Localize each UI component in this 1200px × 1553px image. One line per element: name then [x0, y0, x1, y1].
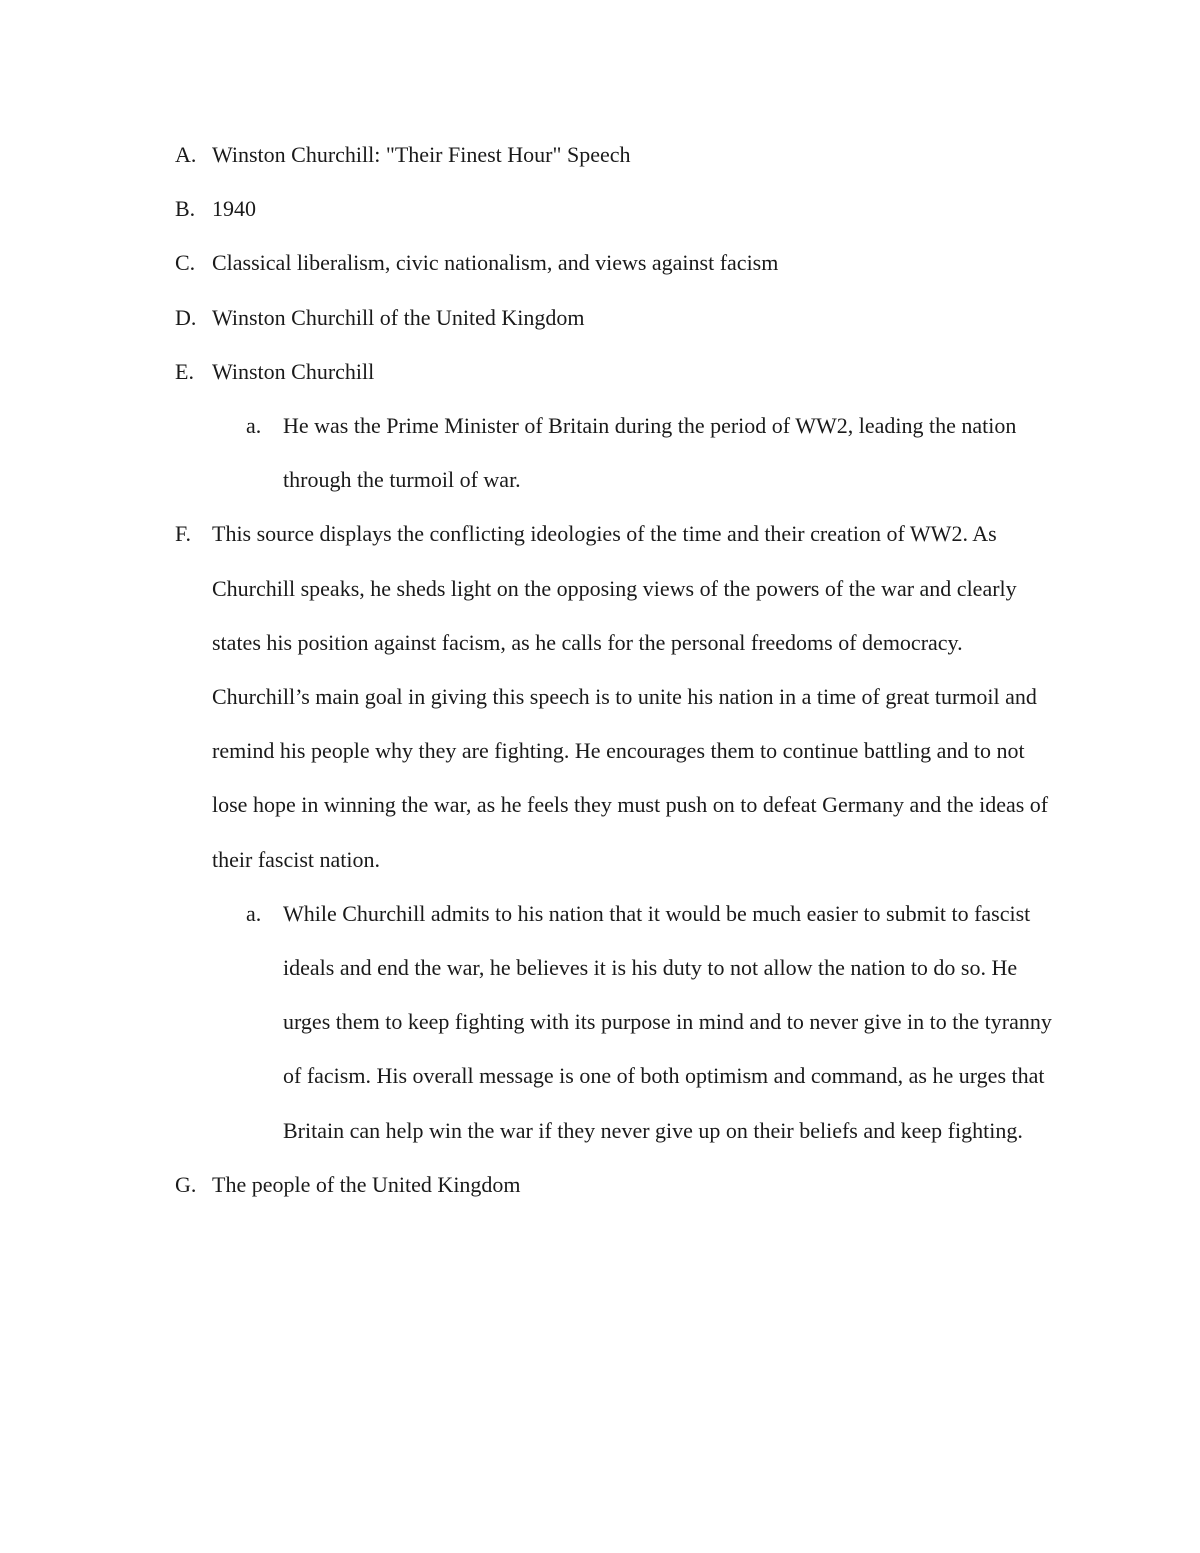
subitem-text: While Churchill admits to his nation that it would be much easier to submit to fascist ideals and end the war, he believes it is his duty to not allow the nation to do so. He urges them to keep fighting with its purpose in mind and to never give in to the tyranny of facism. His overall message is one of both optimism and command, as he urges that Britain can help win the war if they never give up on their beliefs and keep fighting. [283, 900, 1052, 1143]
item-text-author: Winston Churchill [212, 358, 375, 384]
subitem-marker: a. [246, 900, 262, 926]
item-marker: F. [175, 521, 191, 547]
subitem-text: He was the Prime Minister of Britain during the period of WW2, leading the nation through the turmoil of war. [283, 413, 1017, 493]
item-marker: C. [175, 250, 196, 276]
item-text-title: Winston Churchill: "Their Finest Hour" Speech [212, 142, 631, 167]
outline-item-c [0, 236, 1200, 290]
outline-item-f [0, 507, 1200, 886]
outline-subitem-e-a [0, 399, 1200, 507]
item-marker: B. [175, 196, 196, 222]
subitem-marker: a. [246, 413, 262, 439]
item-text-ideology: Classical liberalism, civic nationalism, and views against facism [212, 250, 779, 276]
item-text-origin: Winston Churchill of the United Kingdom [212, 304, 585, 330]
item-text-date: 1940 [212, 196, 256, 222]
item-text-audience: The people of the United Kingdom [212, 1171, 521, 1197]
item-marker: D. [175, 304, 197, 330]
outline-item-b [0, 182, 1200, 236]
outline-item-a [0, 128, 1200, 182]
item-marker: A. [175, 142, 197, 167]
item-text-analysis: This source displays the conflicting ideologies of the time and their creation of WW2. As Churchill speaks, he sheds light on the opposing views of the powers of the war and clearly states his position against facism, as he calls for the personal freedoms of democracy. Churchill’s main goal in giving this speech is to unite his nation in a time of great turmoil and remind his people why they are fighting. He encourages them to continue battling and to not lose hope in winning the war, as he feels they must push on to defeat Germany and the ideas of their fascist nation. [212, 521, 1049, 872]
item-marker: G. [175, 1171, 197, 1197]
item-marker: E. [175, 358, 194, 384]
outline-item-d [0, 291, 1200, 345]
outline-item-e [0, 345, 1200, 399]
outline-subitem-f-a [0, 887, 1200, 1158]
outline-item-g [0, 1158, 1200, 1212]
document-page [0, 128, 1200, 1212]
